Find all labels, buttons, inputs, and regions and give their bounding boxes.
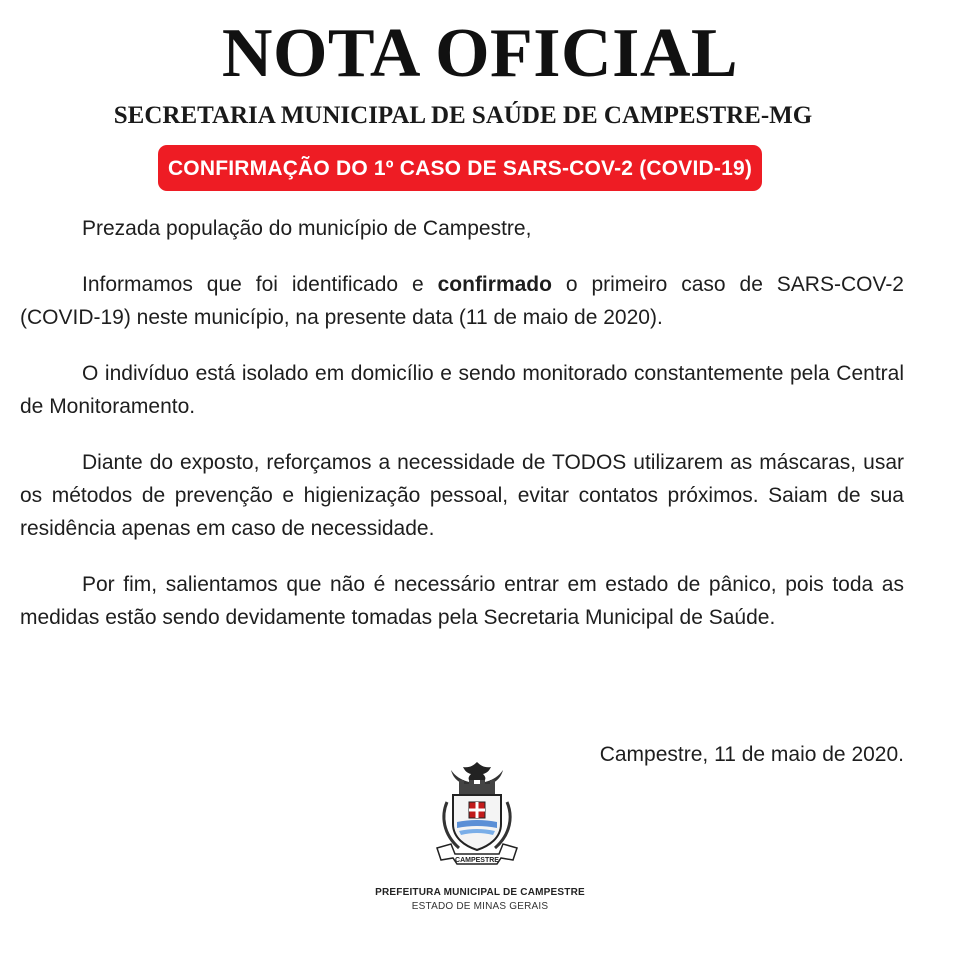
document-title: NOTA OFICIAL [221,15,739,92]
banner-container [0,145,920,191]
paragraph-prevention: Diante do exposto, reforçamos a necessidade de TODOS utilizarem as máscaras, usar os métodos de prevenção e higienização pessoal, evitar contatos próximos. Saiam de sua residência apenas em caso de necessidade. [20,451,904,540]
document-subtitle: SECRETARIA MUNICIPAL DE SAÚDE DE CAMPESTRE-MG [113,102,813,129]
p1-bold-word: confirmado [437,273,552,296]
footer [0,886,960,914]
confirmation-banner: CONFIRMAÇÃO DO 1º CASO DE SARS-COV-2 (COVID-19) [158,145,762,191]
paragraph-confirmation [20,268,904,334]
coat-of-arms-icon [429,758,525,868]
paragraph-isolation: O indivíduo está isolado em domicílio e sendo monitorado constantemente pela Central de Monitoramento. [20,362,904,418]
greeting-paragraph: Prezada população do município de Campestre, [82,217,532,240]
letter-body [20,212,904,657]
p1-text-end: o primeiro caso de SARS-COV-2 (COVID-19) neste município, na presente data (11 de maio de 2020). [20,273,904,329]
signature-date: Campestre, 11 de maio de 2020. [599,743,904,766]
p1-text-start: Informamos que foi identificado e [82,273,438,296]
footer-prefeitura: PREFEITURA MUNICIPAL DE CAMPESTRE [375,887,585,898]
footer-estado: ESTADO DE MINAS GERAIS [411,901,549,912]
seal-ribbon-text: CAMPESTRE [455,857,499,864]
paragraph-conclusion: Por fim, salientamos que não é necessário entrar em estado de pânico, pois toda as medidas estão sendo devidamente tomadas pela Secretaria Municipal de Saúde. [20,573,904,629]
